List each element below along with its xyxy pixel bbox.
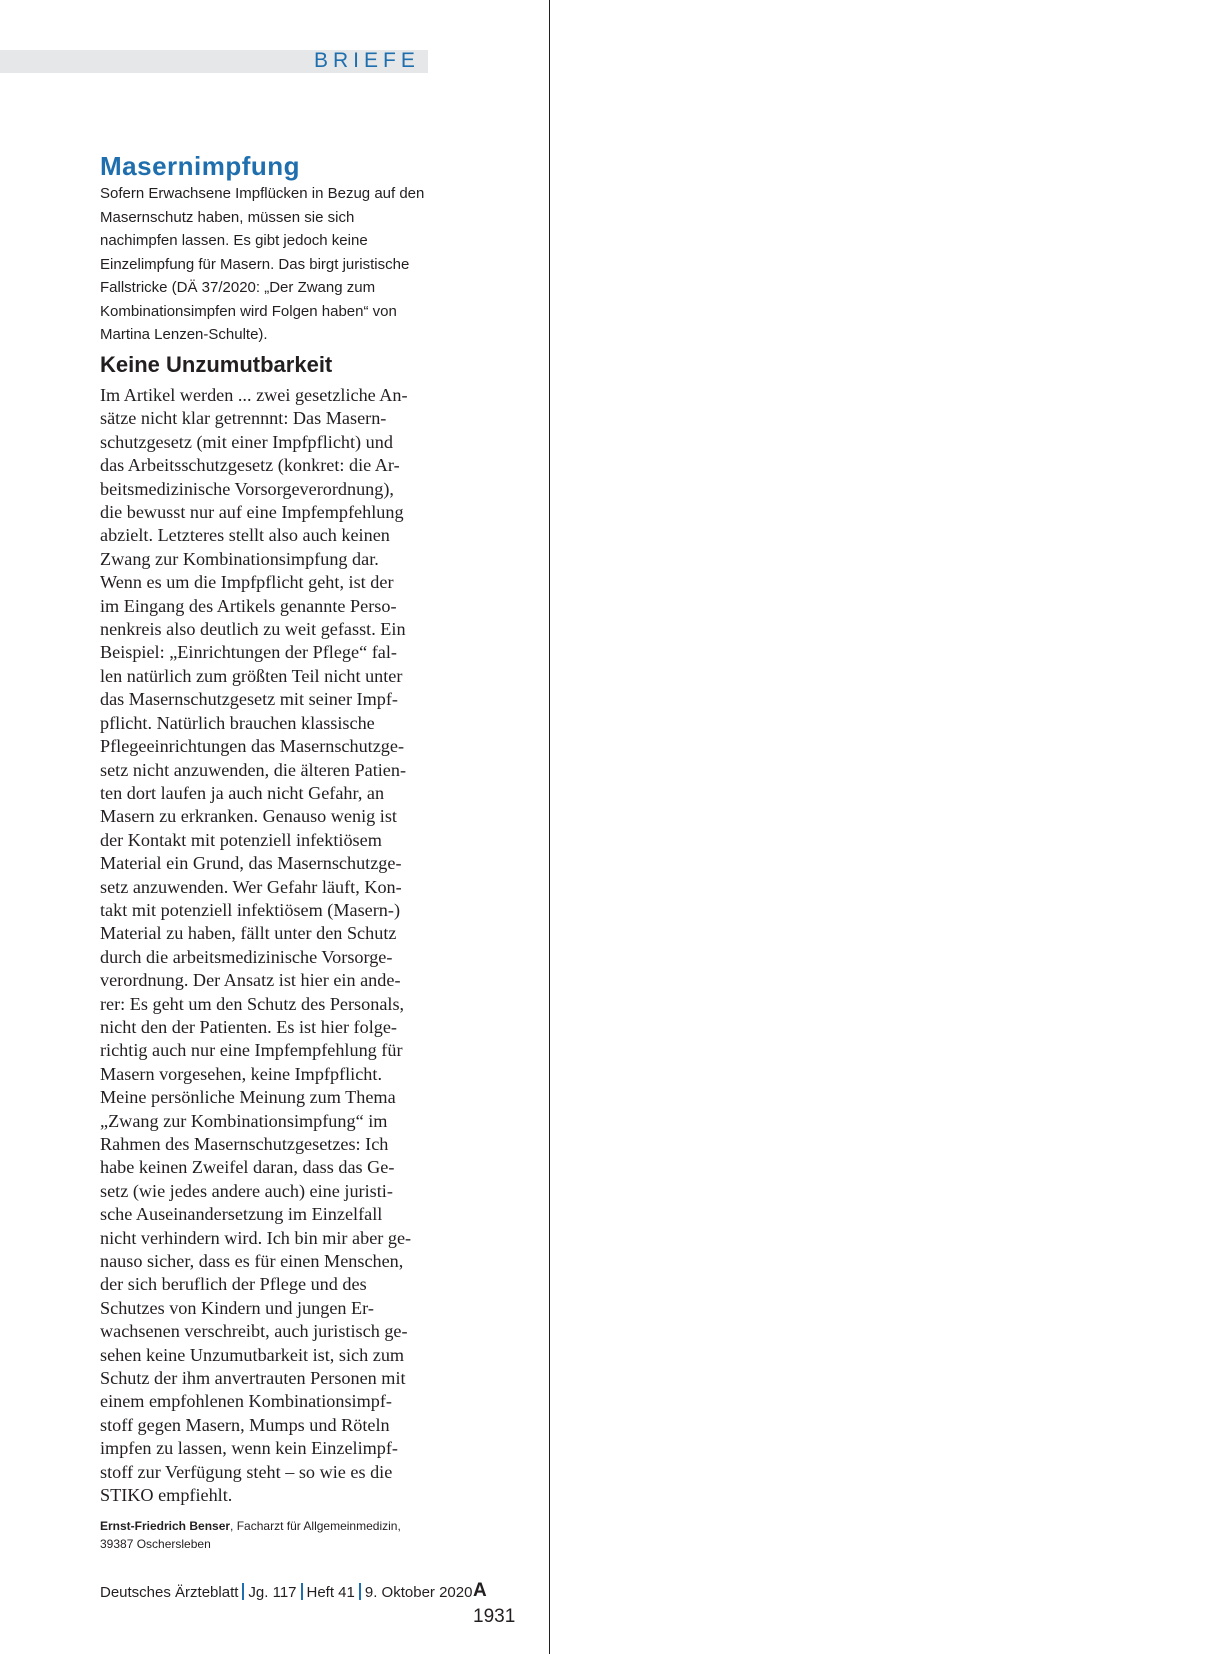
letter-line: STIKO empfiehlt.	[100, 1485, 233, 1506]
letter-line: Im Artikel werden ... zwei gesetzliche An-	[100, 385, 408, 405]
letter-line: Schutzes von Kindern und jungen Er-	[100, 1297, 374, 1318]
letter-line: setz nicht anzuwenden, die älteren Patien-	[100, 759, 407, 780]
letter-line: beitsmedizinische Vorsorgeverordnung),	[100, 478, 394, 499]
letter-line: stoff zur Verfügung steht – so wie es die	[100, 1461, 393, 1482]
letter-line: Pflegeeinrichtungen das Masernschutzge-	[100, 736, 405, 757]
letter-line: nenkreis also deutlich zu weit gefasst. Ein	[100, 619, 406, 640]
signature	[100, 1518, 430, 1553]
letter-line: Masern zu erkranken. Genauso wenig ist	[100, 806, 397, 827]
page-prefix: A	[473, 1580, 487, 1601]
lead-text: Sofern Erwachsene Impflücken in Bezug auf den Masernschutz haben, müssen sie sich nachimpfen lassen. Es gibt jedoch keine Einzelimpfung für Masern. Das birgt juristische Fallstricke (DÄ 37/2020: „Der Zwang zum Kombinationsimpfen wird Folgen haben“ von Martina Lenzen-Schulte).	[100, 185, 425, 343]
letter-line: ten dort laufen ja auch nicht Gefahr, an	[100, 782, 385, 803]
section-label: BRIEFE	[314, 49, 420, 72]
footer-separator	[242, 1583, 244, 1600]
letter-line: Schutz der ihm anvertrauten Personen mit	[100, 1368, 406, 1389]
letter-line: Beispiel: „Einrichtungen der Pflege“ fal-	[100, 642, 397, 663]
footer-date: 9. Oktober 2020	[364, 1584, 473, 1601]
letter-line: pflicht. Natürlich brauchen klassische	[100, 712, 375, 733]
signature-role: , Facharzt für Allgemeinmedizin,	[230, 1519, 401, 1533]
letter-line: im Eingang des Artikels genannte Perso-	[100, 595, 397, 616]
letter-line: der sich beruflich der Pflege und des	[100, 1274, 367, 1295]
letter-body	[100, 384, 432, 1508]
letter-line: Meine persönliche Meinung zum Thema	[100, 1087, 396, 1108]
letter-title: Keine Unzumutbarkeit	[100, 352, 333, 377]
letter-line: schutzgesetz (mit einer Impfpflicht) und	[100, 431, 393, 452]
letter-line: richtig auch nur eine Impfempfehlung für	[100, 1040, 403, 1061]
signature-location: 39387 Oschersleben	[100, 1536, 211, 1551]
letter-line: Masern vorgesehen, keine Impfpflicht.	[100, 1063, 382, 1084]
letter-line: abzielt. Letzteres stellt also auch keinen	[100, 525, 390, 546]
footer-separator	[301, 1583, 303, 1600]
letter-line: habe keinen Zweifel daran, dass das Ge-	[100, 1157, 395, 1178]
letter-line: nicht verhindern wird. Ich bin mir aber ge-	[100, 1227, 412, 1248]
footer-journal: Deutsches Ärzteblatt	[100, 1584, 239, 1601]
footer-volume: Jg. 117	[248, 1584, 297, 1601]
page-divider	[549, 0, 550, 1654]
letter-line: sehen keine Unzumutbarkeit ist, sich zum	[100, 1344, 405, 1365]
letter-line: len natürlich zum größten Teil nicht unter	[100, 665, 403, 686]
letter-line: die bewusst nur auf eine Impfempfehlung	[100, 502, 404, 523]
page-number	[473, 1578, 530, 1630]
letter-line: setz (wie jedes andere auch) eine juristi-	[100, 1180, 393, 1201]
signature-author: Ernst-Friedrich Benser	[100, 1519, 231, 1533]
letter-line: sche Auseinandersetzung im Einzelfall	[100, 1204, 383, 1225]
letter-line: das Masernschutzgesetz mit seiner Impf-	[100, 689, 398, 710]
letter-line: impfen zu lassen, wenn kein Einzelimpf-	[100, 1438, 398, 1459]
letter-line: stoff gegen Masern, Mumps und Röteln	[100, 1414, 390, 1435]
letter-line: „Zwang zur Kombinationsimpfung“ im	[100, 1110, 388, 1131]
letter-line: Wenn es um die Impfpflicht geht, ist der	[100, 572, 394, 593]
footer-issue: Heft 41	[306, 1584, 355, 1601]
letter-line: Material zu haben, fällt unter den Schutz	[100, 923, 397, 944]
letter-line: Rahmen des Masernschutzgesetzes: Ich	[100, 1134, 389, 1154]
letter-line: einem empfohlenen Kombinationsimpf-	[100, 1391, 392, 1412]
letter-line: rer: Es geht um den Schutz des Personals,	[100, 993, 405, 1014]
page-footer	[100, 1580, 530, 1627]
letter-line: sätze nicht klar getrennnt: Das Masern-	[100, 408, 387, 429]
letter-line: nicht den der Patienten. Es ist hier folge-	[100, 1016, 397, 1037]
letter-line: der Kontakt mit potenziell infektiösem	[100, 829, 382, 850]
letter-line: wachsenen verschreibt, auch juristisch ge-	[100, 1321, 408, 1342]
letter-line: setz anzuwenden. Wer Gefahr läuft, Kon-	[100, 876, 402, 897]
letter-line: Material ein Grund, das Masernschutzge-	[100, 853, 402, 874]
letter-line: das Arbeitsschutzgesetz (konkret: die Ar-	[100, 455, 400, 476]
letter-line: nauso sicher, dass es für einen Menschen,	[100, 1251, 404, 1272]
page-number-value: 1931	[473, 1606, 516, 1627]
footer-separator	[359, 1583, 361, 1600]
lead-title: Masernimpfung	[100, 151, 301, 181]
letter-line: verordnung. Der Ansatz ist hier ein ande-	[100, 970, 401, 991]
letter-line: Zwang zur Kombinationsimpfung dar.	[100, 548, 379, 569]
letter-line: takt mit potenziell infektiösem (Masern-)	[100, 899, 401, 920]
letter-line: durch die arbeitsmedizinische Vorsorge-	[100, 946, 393, 967]
